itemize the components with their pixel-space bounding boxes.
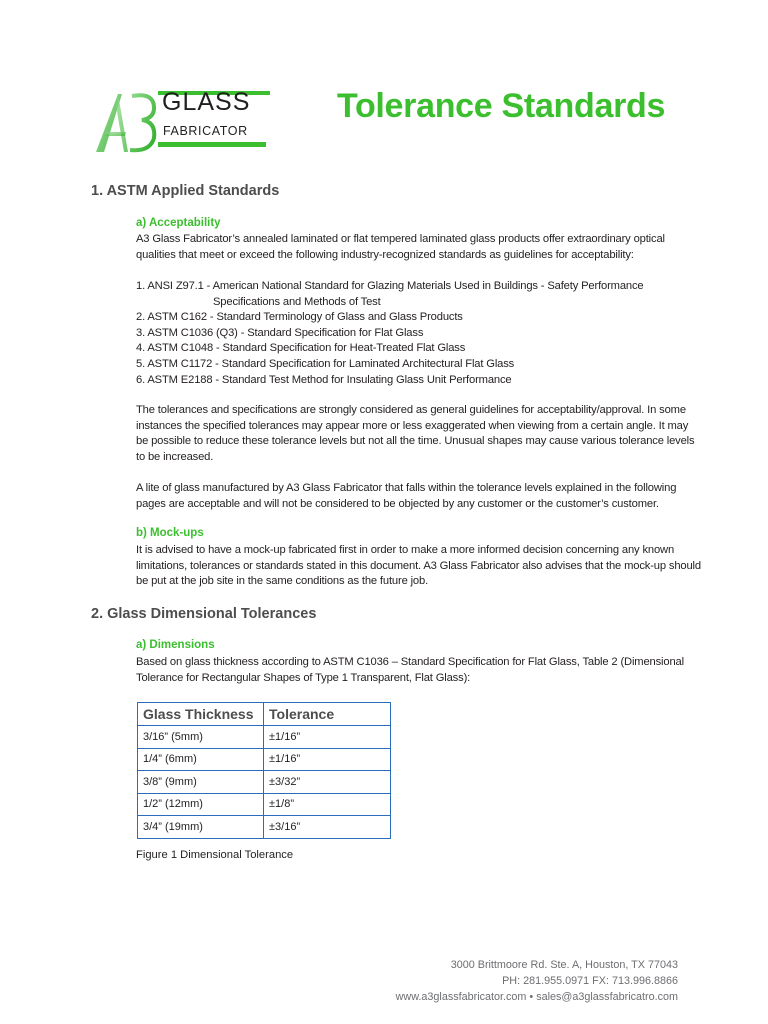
list-item: 2. ASTM C162 - Standard Terminology of Glass and Glass Products: [136, 311, 463, 324]
list-item: 1. ANSI Z97.1 - American National Standard for Glazing Materials Used in Buildings - Safety Performance: [136, 280, 644, 292]
mockups-heading: b) Mock-ups: [136, 527, 204, 539]
table-row: [138, 748, 391, 771]
text-line: The tolerances and specifications are strongly considered as general guidelines for acceptability/approval. In some: [136, 404, 686, 416]
page-title: Tolerance Standards: [337, 87, 666, 125]
thickness-cell: 1/4” (6mm): [138, 748, 264, 771]
footer-web-email[interactable]: www.a3glassfabricator.com • sales@a3glassfabricatro.com: [395, 991, 678, 1003]
tolerance-cell: ±1/16”: [264, 726, 391, 749]
mockups-text: [136, 543, 701, 590]
thickness-cell: 3/16” (5mm): [138, 726, 264, 749]
text-line: qualities that meet or exceed the following industry-recognized standards as guidelines for acceptability:: [136, 248, 634, 261]
company-logo: [92, 88, 274, 154]
table-row: [138, 771, 391, 794]
text-line: be put at the job site in the same conditions as the future job.: [136, 575, 429, 588]
dimensions-heading: a) Dimensions: [136, 639, 215, 651]
section-2-heading: 2. Glass Dimensional Tolerances: [91, 606, 317, 622]
text-line: pages are acceptable and will not be considered to be objected by any customer or the customer’s customer.: [136, 497, 659, 510]
guidelines-paragraph: [136, 403, 694, 465]
acceptability-heading: a) Acceptability: [136, 217, 221, 229]
footer-address: 3000 Brittmoore Rd. Ste. A, Houston, TX 77043: [450, 959, 678, 971]
text-line: It is advised to have a mock-up fabricated first in order to make a more informed decision concerning any known: [136, 544, 675, 556]
tolerance-cell: ±3/16”: [264, 816, 391, 839]
text-line: instances the specified tolerances may appear more or less exaggerated when viewing from a certain angle. It may: [136, 419, 689, 432]
footer-phone: PH: 281.955.0971 FX: 713.996.8866: [502, 975, 678, 987]
table-row: [138, 816, 391, 839]
thickness-cell: 1/2” (12mm): [138, 793, 264, 816]
tolerance-table: [137, 702, 391, 839]
table-header-row: [138, 703, 391, 726]
text-line: A lite of glass manufactured by A3 Glass Fabricator that falls within the tolerance levels explained in the following: [136, 482, 677, 494]
a3-logo-mark-icon: [92, 88, 162, 154]
acceptability-text: [136, 232, 665, 263]
text-line: limitations, tolerances or standards stated in this document. A3 Glass Fabricator also advises that the mock-up should: [136, 559, 701, 572]
standards-list: [136, 279, 644, 388]
list-item: 3. ASTM C1036 (Q3) - Standard Specification for Flat Glass: [136, 326, 424, 339]
dimensions-text: [136, 655, 684, 686]
list-item: 6. ASTM E2188 - Standard Test Method for Insulating Glass Unit Performance: [136, 373, 512, 386]
table-row: [138, 793, 391, 816]
thickness-cell: 3/8” (9mm): [138, 771, 264, 794]
list-item: 5. ASTM C1172 - Standard Specification for Laminated Architectural Flat Glass: [136, 357, 515, 370]
table-row: [138, 726, 391, 749]
header-glass-thickness: Glass Thickness: [138, 703, 264, 726]
text-line: A3 Glass Fabricator’s annealed laminated or flat tempered laminated glass products offer extraordinary optical: [136, 233, 665, 245]
list-item-continuation: Specifications and Methods of Test: [213, 295, 381, 308]
logo-word-glass: GLASS: [162, 88, 251, 116]
logo-bottom-bar: [158, 142, 266, 147]
tolerance-cell: ±3/32”: [264, 771, 391, 794]
tolerance-cell: ±1/8”: [264, 793, 391, 816]
text-line: Tolerance for Rectangular Shapes of Type 1 Transparent, Flat Glass):: [136, 671, 471, 684]
section-1-heading: 1. ASTM Applied Standards: [91, 183, 280, 199]
thickness-cell: 3/4” (19mm): [138, 816, 264, 839]
list-item: 4. ASTM C1048 - Standard Specification for Heat-Treated Flat Glass: [136, 342, 466, 355]
figure-caption: Figure 1 Dimensional Tolerance: [136, 849, 294, 861]
logo-word-fabricator: FABRICATOR: [163, 124, 248, 138]
tolerance-cell: ±1/16”: [264, 748, 391, 771]
text-line: Based on glass thickness according to ASTM C1036 – Standard Specification for Flat Glass, Table 2 (Dimensional: [136, 656, 684, 668]
header-tolerance: Tolerance: [264, 703, 391, 726]
text-line: to be increased.: [136, 450, 214, 463]
acceptance-paragraph: [136, 481, 676, 512]
footer-contact: [396, 957, 678, 1005]
text-line: be possible to reduce these tolerance levels but not all the time. Unusual shapes may cause various tolerance levels: [136, 435, 695, 448]
